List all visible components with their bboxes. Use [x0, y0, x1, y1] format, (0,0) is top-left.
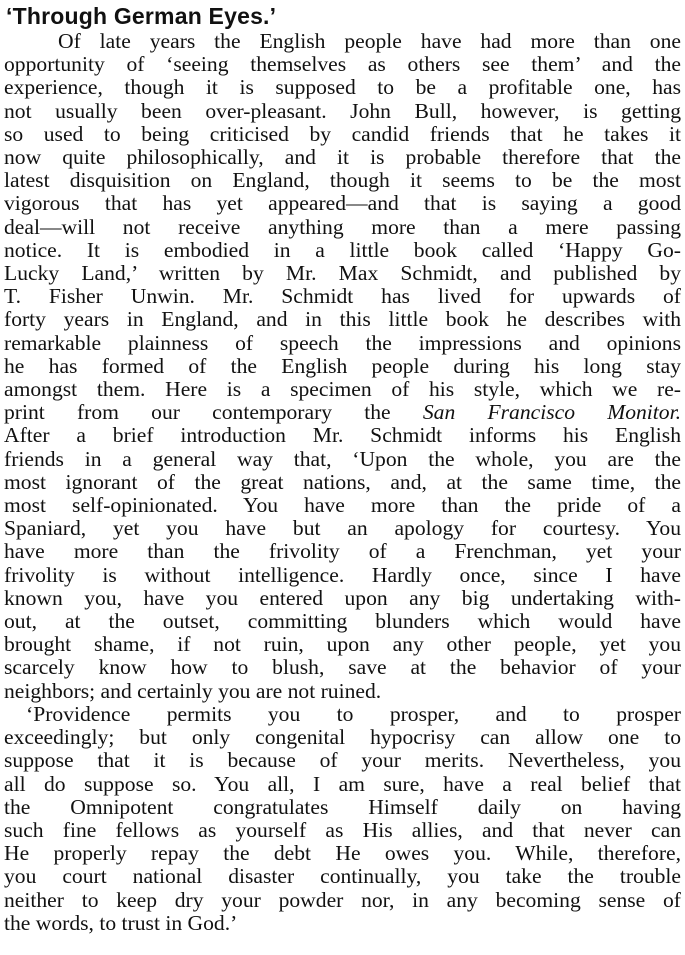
text-line: you court national disaster continually, you take the trouble [4, 864, 681, 889]
text-line: have more than the frivolity of a Frenchman, yet your [4, 539, 681, 564]
text-line: frivolity is without intelligence. Hardly once, since I have [4, 562, 681, 587]
text-line: neighbors; and certainly you are not ruined. [4, 678, 382, 703]
text-line: amongst them. Here is a specimen of his style, which we re- [4, 377, 681, 402]
text-line-with-citation [4, 401, 681, 424]
text-line: He properly repay the debt He owes you. While, therefore, [4, 841, 681, 866]
text-line: out, at the outset, committing blunders which would have [4, 609, 681, 634]
text-line: neither to keep dry your powder nor, in any becoming sense of [4, 887, 681, 912]
text-segment: print from our contemporary the [4, 400, 391, 425]
text-line: known you, have you entered upon any big undertaking with- [4, 585, 681, 610]
text-line: experience, though it is supposed to be a profitable one, has [4, 75, 681, 100]
publication-name: San Francisco Monitor. [422, 400, 681, 425]
text-line: T. Fisher Unwin. Mr. Schmidt has lived for upwards of [4, 284, 681, 309]
text-line: ‘Providence permits you to prosper, and to prosper [26, 701, 681, 726]
text-line: exceedingly; but only congenital hypocrisy can allow one to [4, 725, 681, 750]
text-line: he has formed of the English people during his long stay [4, 353, 681, 378]
text-line: notice. It is embodied in a little book called ‘Happy Go- [4, 237, 681, 262]
text-line: all do suppose so. You all, I am sure, have a real belief that [4, 771, 681, 796]
text-line: not usually been over-pleasant. John Bull, however, is getting [4, 98, 681, 123]
article-body [4, 30, 681, 935]
text-line: so used to being criticised by candid friends that he takes it [4, 121, 681, 146]
paragraph-1 [4, 30, 681, 703]
paragraph-2 [4, 703, 681, 935]
text-line: now quite philosophically, and it is probable therefore that the [4, 145, 681, 170]
text-line: remarkable plainness of speech the impressions and opinions [4, 330, 681, 355]
text-line: the words, to trust in God.’ [4, 910, 238, 935]
text-line: Of late years the English people have had more than one [58, 29, 681, 53]
text-line: forty years in England, and in this little book he describes with [4, 307, 681, 332]
text-line: deal—will not receive anything more than a mere passing [4, 214, 681, 239]
text-line: most ignorant of the great nations, and, at the same time, the [4, 469, 681, 494]
text-line: such fine fellows as yourself as His allies, and that never can [4, 817, 681, 842]
text-line: most self-opinionated. You have more than the pride of a [4, 493, 681, 518]
text-line: latest disquisition on England, though it seems to be the most [4, 168, 681, 193]
text-line: Spaniard, yet you have but an apology for courtesy. You [4, 516, 681, 541]
text-line: vigorous that has yet appeared—and that is saying a good [4, 191, 681, 216]
text-line: scarcely know how to blush, save at the behavior of your [4, 655, 681, 680]
article-title: ‘Through German Eyes.’ [6, 3, 277, 29]
document-page [4, 2, 681, 935]
text-line: opportunity of ‘seeing themselves as others see them’ and the [4, 52, 681, 77]
text-line: Lucky Land,’ written by Mr. Max Schmidt, and published by [4, 261, 681, 286]
text-line: suppose that it is because of your merits. Nevertheless, you [4, 748, 681, 773]
text-line: After a brief introduction Mr. Schmidt informs his English [4, 423, 681, 448]
text-line: the Omnipotent congratulates Himself daily on having [4, 794, 681, 819]
text-line: brought shame, if not ruin, upon any other people, yet you [4, 632, 681, 657]
text-line: friends in a general way that, ‘Upon the whole, you are the [4, 446, 681, 471]
